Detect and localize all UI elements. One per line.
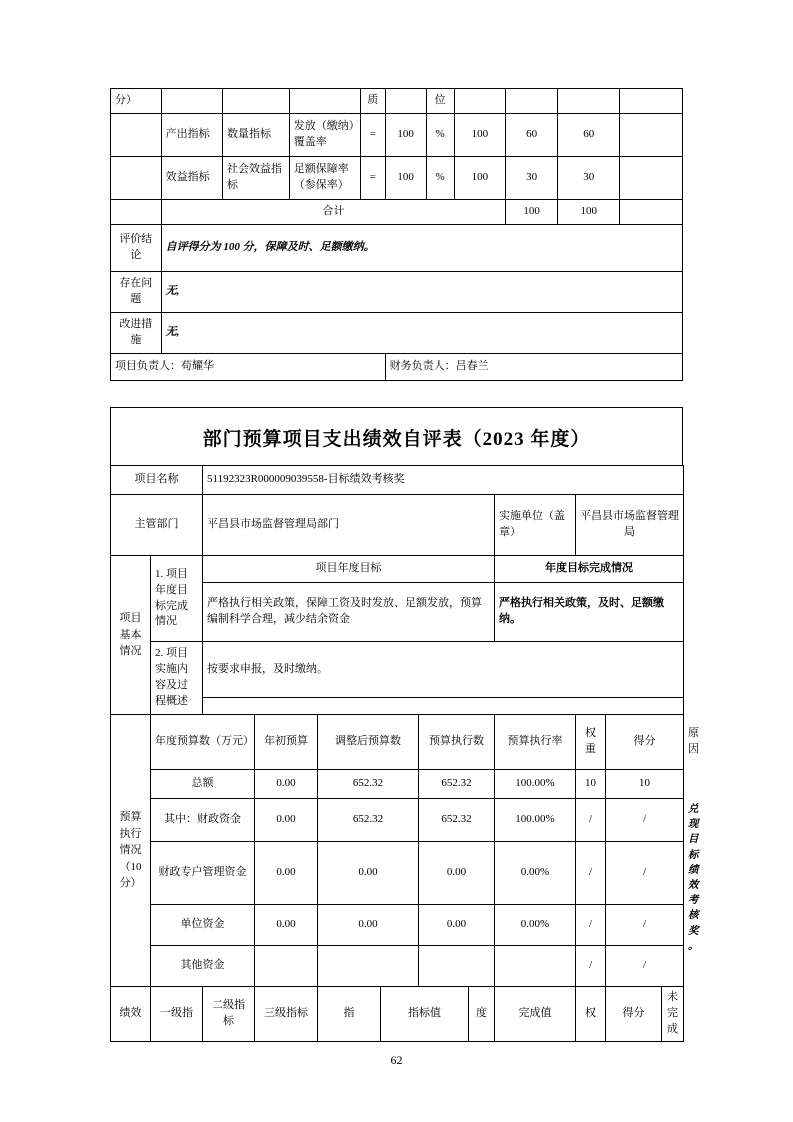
budget-row-executed: 0.00 xyxy=(419,905,495,946)
budget-row-initial: 0.00 xyxy=(255,770,318,799)
cell-level3-indicator: 发放（缴纳）覆盖率 xyxy=(289,114,360,157)
row-item2 xyxy=(111,642,684,698)
budget-row-score: / xyxy=(606,799,684,842)
item2-label: 2. 项目实施内容及过程概述 xyxy=(151,642,203,715)
budget-header-initial: 年初预算 xyxy=(255,715,318,770)
budget-row-initial: 0.00 xyxy=(255,842,318,905)
perf-header-degree: 度 xyxy=(469,987,495,1042)
table-row xyxy=(111,114,683,157)
budget-row-weight: 10 xyxy=(576,770,606,799)
budget-row-executed: 652.32 xyxy=(419,799,495,842)
table-row-problem xyxy=(111,272,683,313)
budget-row-score: / xyxy=(606,905,684,946)
cell-weight: 60 xyxy=(506,114,558,157)
cell-unit: 位 xyxy=(426,89,454,114)
budget-row-score: / xyxy=(606,842,684,905)
cell-target-value: 100 xyxy=(385,114,426,157)
perf-header-level2: 二级指标 xyxy=(203,987,255,1042)
table-row xyxy=(111,842,684,905)
cell-score: 30 xyxy=(557,157,619,200)
unit-label: 实施单位（盖章） xyxy=(495,495,576,556)
budget-row-rate: 0.00% xyxy=(495,905,576,946)
perf-header-sign: 指 xyxy=(318,987,381,1042)
annual-target-header: 项目年度目标 xyxy=(203,556,495,583)
budget-row-rate: 100.00% xyxy=(495,799,576,842)
budget-row-weight: / xyxy=(576,905,606,946)
cell-level2-indicator: 数量指标 xyxy=(223,114,290,157)
cell-empty xyxy=(111,114,162,157)
perf-header-score: 得分 xyxy=(606,987,662,1042)
table-row xyxy=(111,946,684,987)
conclusion-text: 自评得分为 100 分，保障及时、足额缴纳。 xyxy=(161,225,682,272)
budget-row-score: 10 xyxy=(606,770,684,799)
cell-empty xyxy=(454,89,506,114)
project-name-label: 项目名称 xyxy=(111,466,203,495)
item2-text: 按要求申报，及时缴纳。 xyxy=(203,642,684,698)
row-performance-headers xyxy=(111,987,684,1042)
problem-label: 存在问题 xyxy=(111,272,162,313)
cell-quality: 质 xyxy=(360,89,385,114)
cell-level2-indicator: 社会效益指标 xyxy=(223,157,290,200)
budget-row-executed xyxy=(419,946,495,987)
cell-empty xyxy=(506,89,558,114)
performance-indicator-table xyxy=(110,88,683,381)
budget-row-initial: 0.00 xyxy=(255,905,318,946)
budget-row-adjusted: 0.00 xyxy=(318,842,419,905)
budget-row-adjusted xyxy=(318,946,419,987)
cell-empty xyxy=(557,89,619,114)
budget-section-label: 预算执行情况（10分） xyxy=(111,715,151,987)
budget-row-name: 单位资金 xyxy=(151,905,255,946)
cell-empty xyxy=(223,89,290,114)
cell-empty xyxy=(385,89,426,114)
budget-row-weight: / xyxy=(576,842,606,905)
budget-row-rate: 100.00% xyxy=(495,770,576,799)
budget-header-adjusted: 调整后预算数 xyxy=(318,715,419,770)
table-row-conclusion xyxy=(111,225,683,272)
cell-empty xyxy=(161,89,222,114)
cell-unit-value: % xyxy=(426,157,454,200)
budget-row-name: 其中：财政资金 xyxy=(151,799,255,842)
table-row xyxy=(111,799,684,842)
finance-leader: 财务负责人：吕春兰 xyxy=(385,354,682,381)
conclusion-label: 评价结论 xyxy=(111,225,162,272)
cell-empty xyxy=(111,157,162,200)
row-budget-headers: 预算执行情况（10分） 年度预算数（万元） 年初预算 调整后预算数 预算执行数 预算执行率 权重 得分 原因 xyxy=(111,715,684,770)
cell-level1-indicator: 效益指标 xyxy=(161,157,222,200)
budget-row-rate: 0.00% xyxy=(495,842,576,905)
budget-row-score: / xyxy=(606,946,684,987)
perf-header-level3: 三级指标 xyxy=(255,987,318,1042)
row-project-name xyxy=(111,466,684,495)
perf-header-incomplete: 未完成 xyxy=(662,987,684,1042)
budget-row-name: 总额 xyxy=(151,770,255,799)
cell-target-value: 100 xyxy=(385,157,426,200)
cell-level1-indicator: 产出指标 xyxy=(161,114,222,157)
perf-header-actual: 完成值 xyxy=(495,987,576,1042)
unit-value: 平昌县市场监督管理局 xyxy=(576,495,684,556)
table-row xyxy=(111,157,683,200)
cell-empty xyxy=(620,157,683,200)
problem-text: 无, xyxy=(161,272,682,313)
budget-row-name: 其他资金 xyxy=(151,946,255,987)
table-row-improve xyxy=(111,313,683,354)
project-leader: 项目负责人：苟耀华 xyxy=(111,354,386,381)
budget-header-executed: 预算执行数 xyxy=(419,715,495,770)
basic-info-label: 项目基本情况 xyxy=(111,556,151,715)
improve-label: 改进措施 xyxy=(111,313,162,354)
cell-weight: 30 xyxy=(506,157,558,200)
budget-row-rate xyxy=(495,946,576,987)
cell-total-weight: 100 xyxy=(506,200,558,225)
annual-target-text: 严格执行相关政策，保障工资及时发放、足额发放，预算编制科学合理，减少结余资金 xyxy=(203,583,495,642)
cell-total-score: 100 xyxy=(557,200,619,225)
annual-result-header: 年度目标完成情况 xyxy=(495,556,684,583)
dept-value: 平昌县市场监督管理局部门 xyxy=(203,495,495,556)
perf-section-label: 绩效 xyxy=(111,987,151,1042)
project-name-value: 51192323R000009039558-目标绩效考核奖 xyxy=(203,466,684,495)
budget-header-amount: 年度预算数（万元） xyxy=(151,715,255,770)
table-gap xyxy=(110,381,683,407)
table-row xyxy=(111,905,684,946)
budget-header-score: 得分 xyxy=(606,715,684,770)
main-table-title-box xyxy=(110,407,683,465)
row-department xyxy=(111,495,684,556)
cell-actual-value: 100 xyxy=(454,114,506,157)
table-row: 总额 0.00 652.32 652.32 100.00% 10 10 兑现目标绩效考核奖。 xyxy=(111,770,684,799)
budget-row-weight: / xyxy=(576,946,606,987)
cell-empty xyxy=(620,200,683,225)
cell-empty xyxy=(620,114,683,157)
budget-performance-self-evaluation-table xyxy=(110,465,699,1042)
perf-header-target: 指标值 xyxy=(381,987,469,1042)
budget-header-rate: 预算执行率 xyxy=(495,715,576,770)
cell-empty xyxy=(620,89,683,114)
budget-row-adjusted: 652.32 xyxy=(318,770,419,799)
budget-row-adjusted: 0.00 xyxy=(318,905,419,946)
cell-level3-indicator: 足额保障率（参保率） xyxy=(289,157,360,200)
item1-label: 1. 项目年度目标完成情况 xyxy=(151,556,203,642)
cell-sign: = xyxy=(360,114,385,157)
page-title: 部门预算项目支出绩效自评表（2023 年度） xyxy=(202,429,591,450)
annual-result-text: 严格执行相关政策，及时、足额缴纳。 xyxy=(495,583,684,642)
cell-sign: = xyxy=(360,157,385,200)
cell-empty xyxy=(111,200,162,225)
page-number: 62 xyxy=(390,1053,403,1067)
cell-empty xyxy=(203,698,684,715)
table-row xyxy=(111,89,683,114)
cell-score-unit: 分） xyxy=(111,89,162,114)
table-row-total xyxy=(111,200,683,225)
budget-row-name: 财政专户管理资金 xyxy=(151,842,255,905)
cell-empty xyxy=(289,89,360,114)
row-annual-headers xyxy=(111,556,684,583)
cell-actual-value: 100 xyxy=(454,157,506,200)
perf-header-weight: 权 xyxy=(576,987,606,1042)
budget-row-executed: 0.00 xyxy=(419,842,495,905)
cell-score: 60 xyxy=(557,114,619,157)
cell-unit-value: % xyxy=(426,114,454,157)
perf-header-level1: 一级指 xyxy=(151,987,203,1042)
budget-row-adjusted: 652.32 xyxy=(318,799,419,842)
budget-row-initial: 0.00 xyxy=(255,799,318,842)
table-row-signatures xyxy=(111,354,683,381)
dept-label: 主管部门 xyxy=(111,495,203,556)
budget-row-initial xyxy=(255,946,318,987)
budget-header-weight: 权重 xyxy=(576,715,606,770)
budget-row-executed: 652.32 xyxy=(419,770,495,799)
budget-row-weight: / xyxy=(576,799,606,842)
cell-total-label: 合计 xyxy=(161,200,506,225)
improve-text: 无, xyxy=(161,313,682,354)
